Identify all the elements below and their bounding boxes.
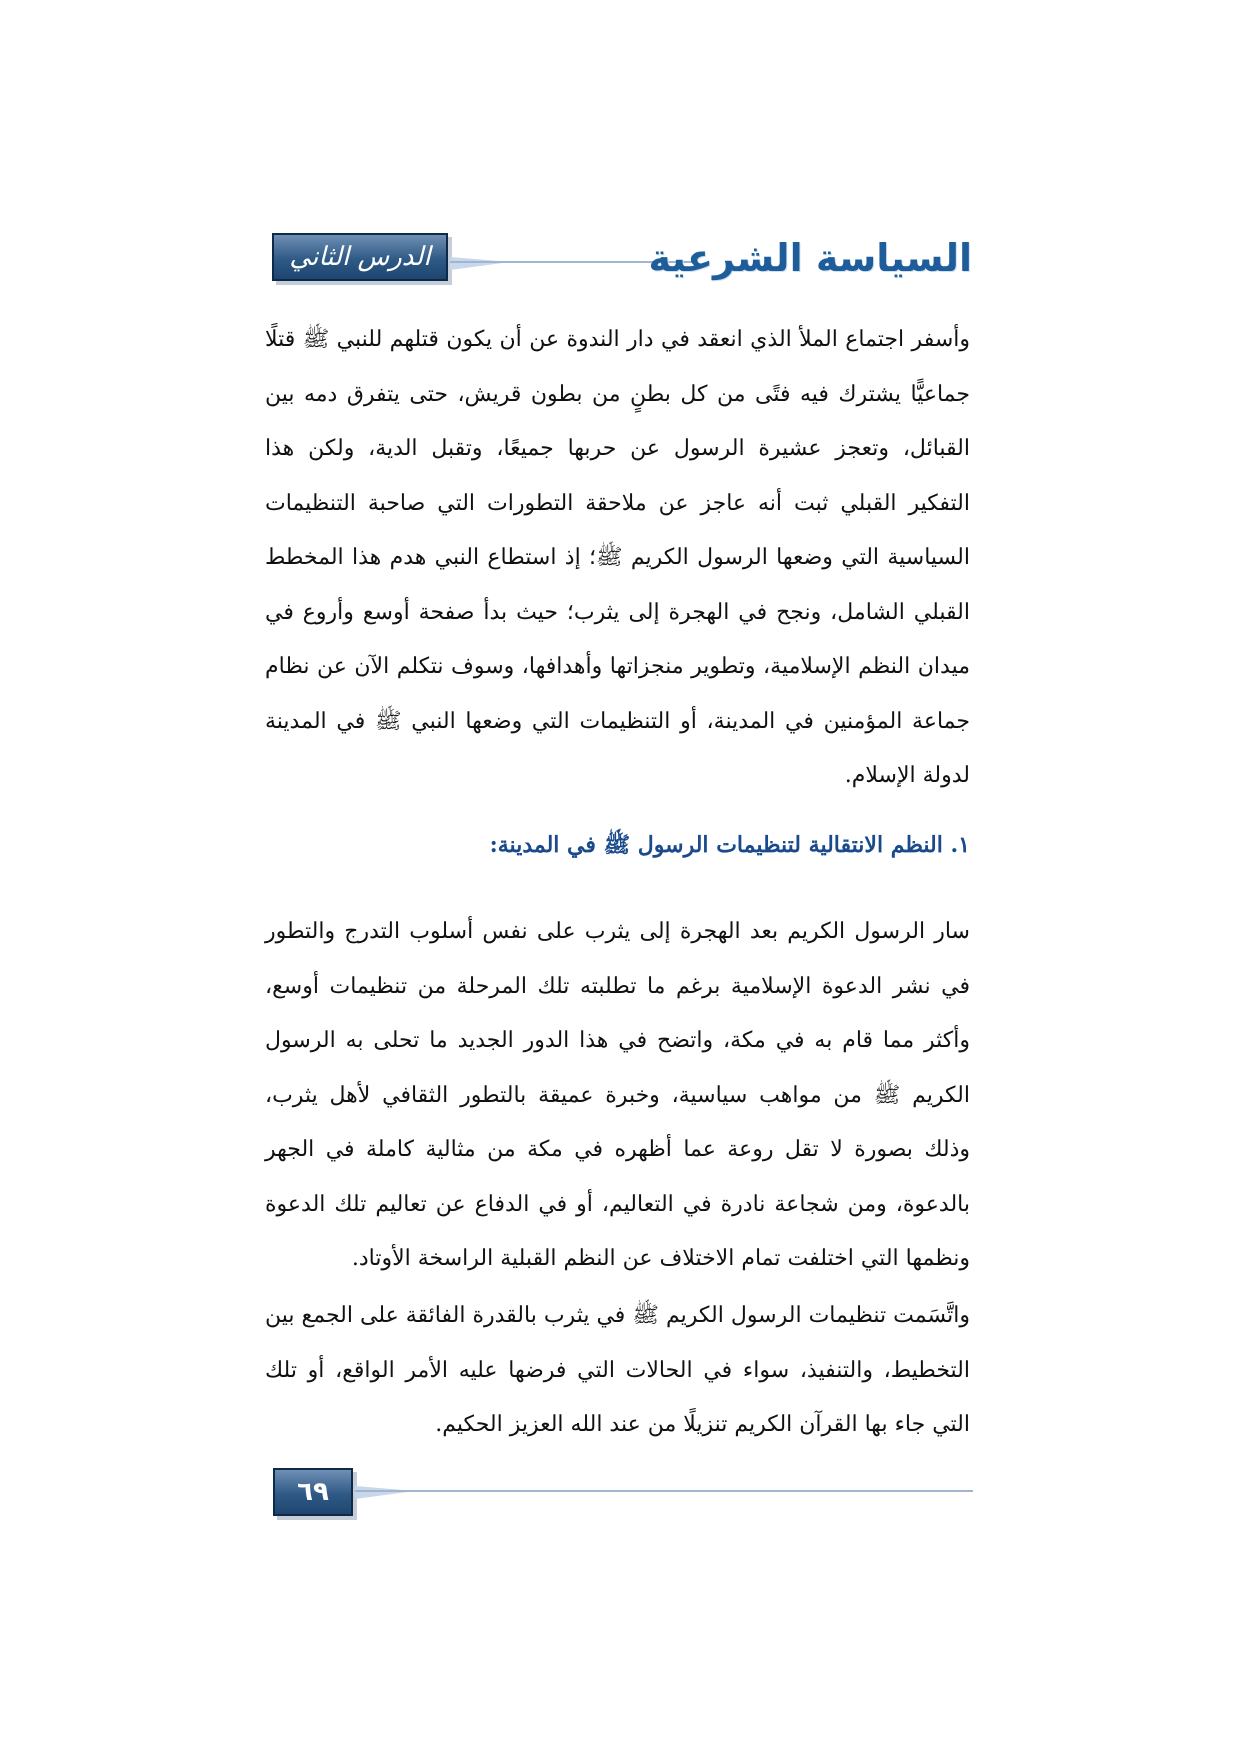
section-heading: ١. النظم الانتقالية لتنظيمات الرسول ﷺ في المدينة: <box>489 832 970 858</box>
paragraph-3: واتَّسَمت تنظيمات الرسول الكريم ﷺ في يثرب بالقدرة الفائقة على الجمع بين التخطيط، والتنفيذ، سواء في الحالات التي فرضها عليه الأمر الواقع، أو تلك التي جاء بها القرآن الكريم تنزيلًا من عند الله العزيز الحكيم. <box>265 1303 970 1437</box>
paragraph-1: وأسفر اجتماع الملأ الذي انعقد في دار الندوة عن أن يكون قتلهم للنبي ﷺ قتلًا جماعيًّا يشترك فيه فتًى من كل بطنٍ من بطون قريش، حتى يتفرق دمه بين القبائل، وتعجز عشيرة الرسول عن حربها جميعًا، وتقبل الدية، ولكن هذا التفكير القبلي ثبت أنه عاجز عن ملاحقة التطورات التي صاحبة التنظيمات السياسية التي وضعها الرسول الكريم ﷺ؛ إذ استطاع النبي هدم هذا المخطط القبلي الشامل، ونجح في الهجرة إلى يثرب؛ حيث بدأ صفحة أوسع وأروع في ميدان النظم الإسلامية، وتطوير منجزاتها وأهدافها، وسوف نتكلم الآن عن نظام جماعة المؤمنين في المدينة، أو التنظيمات التي وضعها النبي ﷺ في المدينة لدولة الإسلام. <box>265 327 970 788</box>
footer-decoration <box>355 1486 415 1499</box>
header-decoration <box>450 257 510 270</box>
lesson-badge: الدرس الثاني <box>272 233 448 281</box>
paragraph-2: سار الرسول الكريم بعد الهجرة إلى يثرب على نفس أسلوب التدرج والتطور في نشر الدعوة الإسلامية برغم ما تطلبته تلك المرحلة من تنظيمات أوسع، وأكثر مما قام به في مكة، واتضح في هذا الدور الجديد ما تحلى به الرسول الكريم ﷺ من مواهب سياسية، وخبرة عميقة بالتطور الثقافي لأهل يثرب، وذلك بصورة لا تقل روعة عما أظهره في مكة من مثالية كاملة في الجهر بالدعوة، ومن شجاعة نادرة في التعاليم، أو في الدفاع عن تعاليم تلك الدعوة ونظمها التي اختلفت تمام الاختلاف عن النظم القبلية الراسخة الأوتاد. <box>265 919 970 1271</box>
page-number: ٦٩ <box>273 1468 353 1516</box>
footer-rule <box>355 1490 973 1492</box>
page-footer <box>273 1468 973 1520</box>
page-header <box>272 230 972 286</box>
book-title: السياسة الشرعية <box>648 236 972 280</box>
